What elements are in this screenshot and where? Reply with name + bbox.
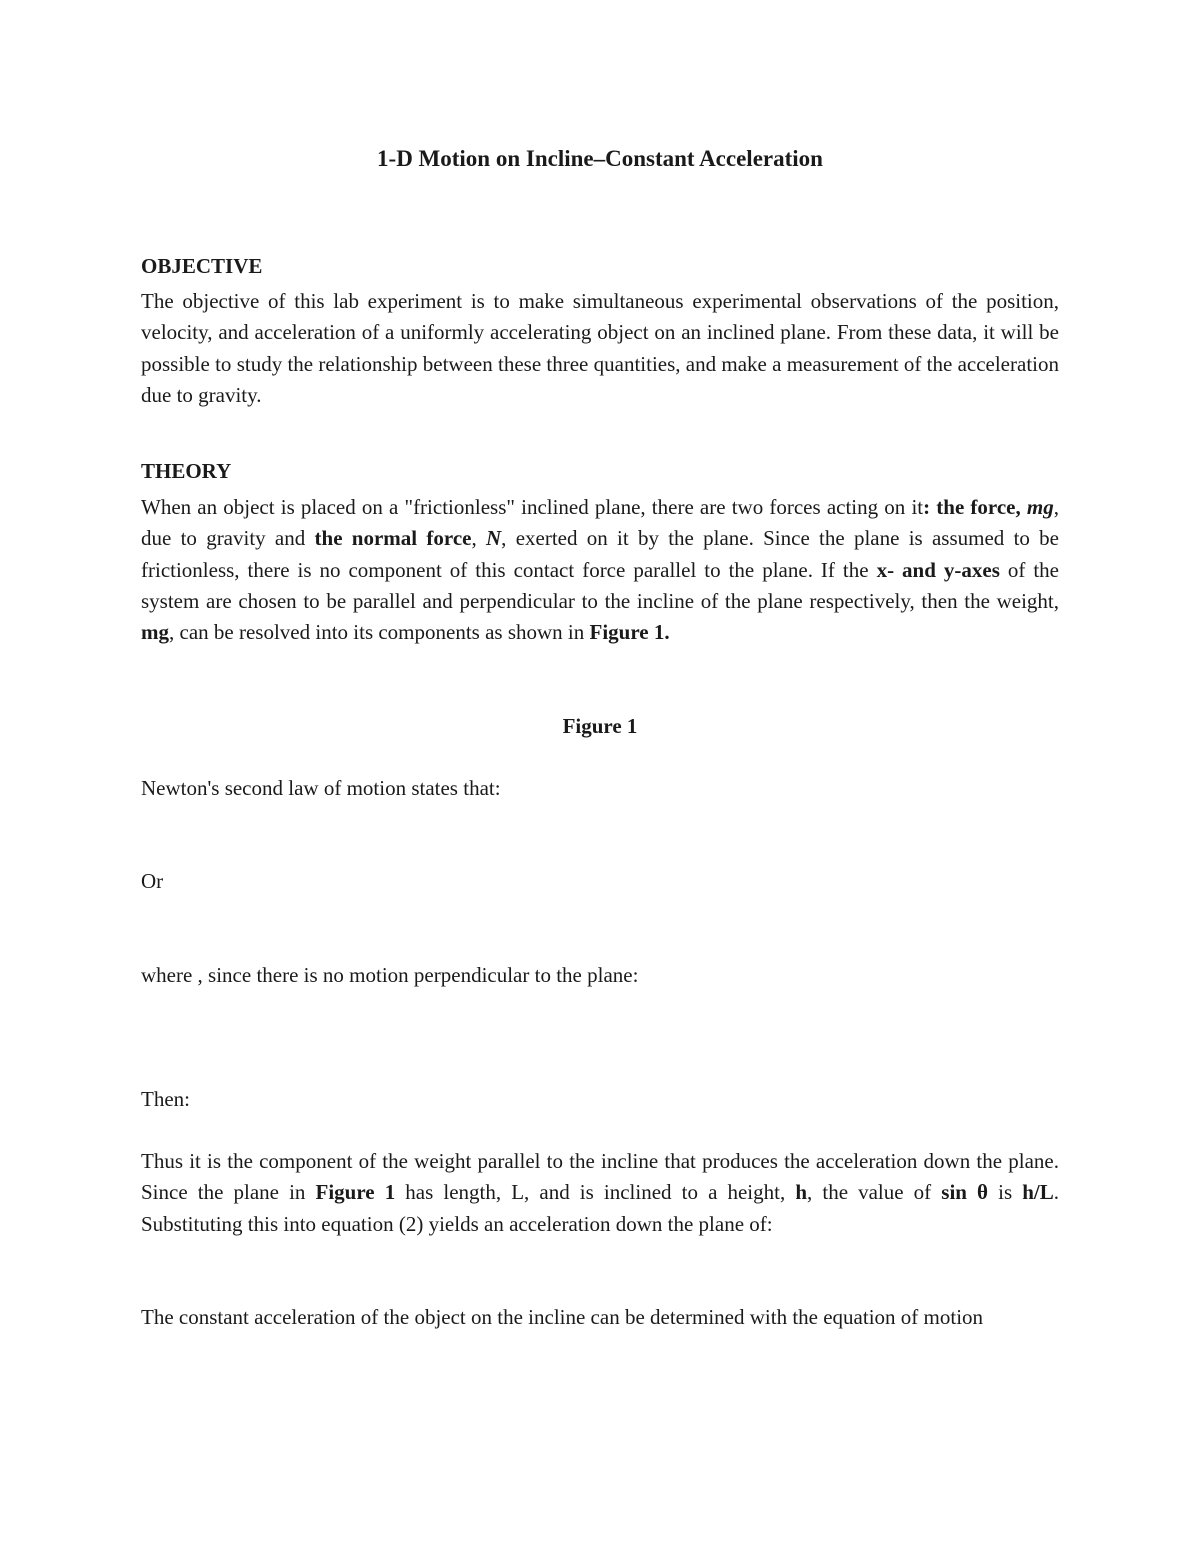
theory-paragraph-1 [141,492,1059,648]
figure-reference: Figure 1 [315,1180,396,1205]
text-run: , due to gravity and [141,495,1060,551]
where-line: where , since there is no motion perpendicular to the plane: [141,963,639,987]
or-line: Or [141,869,164,893]
theory-paragraph-3: The constant acceleration of the object on the incline can be determined with the equation of motion [141,1305,984,1329]
bold-run: the normal force [314,526,472,551]
text-run: , can be resolved into its components as shown in [169,620,590,645]
text-run: When an object is placed on a "frictionless" inclined plane, there are two forces acting on it [141,495,924,519]
text-run: , the value of [807,1180,942,1205]
bold-run: h/L [1022,1180,1054,1205]
bold-run: sin θ [941,1180,989,1205]
text-run: . Substituting this into equation (2) yields an acceleration down the plane of: [141,1180,1059,1236]
bold-run: h [795,1180,808,1205]
math-symbol: N [486,526,502,551]
math-symbol: mg [1026,495,1054,519]
objective-heading: OBJECTIVE [141,254,263,278]
text-run: is [988,1180,1023,1205]
theory-heading: THEORY [141,459,232,483]
bold-run: x- and y-axes [876,557,1000,582]
document-page [141,0,1059,1553]
text-run: of the system are chosen to be parallel and perpendicular to the incline of the plane respectively, then the weight, [141,557,1059,613]
then-line: Then: [141,1087,190,1111]
newton-line: Newton's second law of motion states that: [141,776,501,800]
text-run: , exerted on it by the plane. Since the plane is assumed to be frictionless, there is no component of this contact force parallel to the plane. If the [141,526,1059,582]
bold-run: mg [141,620,169,645]
figure-caption: Figure 1 [562,714,638,738]
text-run: Thus it is the component of the weight parallel to the incline that produces the acceleration down the plane. Since the plane in [141,1149,1059,1205]
text-run: has length, L, and is inclined to a height, [395,1180,796,1205]
bold-run: : the force, [923,495,1027,519]
document-title: 1-D Motion on Incline–Constant Acceleration [377,146,823,171]
text-run: , [471,526,486,551]
figure-reference: Figure 1. [589,620,670,645]
objective-paragraph: The objective of this lab experiment is to make simultaneous experimental observations of the position, velocity, and acceleration of a uniformly accelerating object on an inclined plane. From these data, it will be possible to study the relationship between these three quantities, and make a measurement of the acceleration due to gravity. [141,289,1059,407]
theory-paragraph-2 [141,1146,1059,1240]
